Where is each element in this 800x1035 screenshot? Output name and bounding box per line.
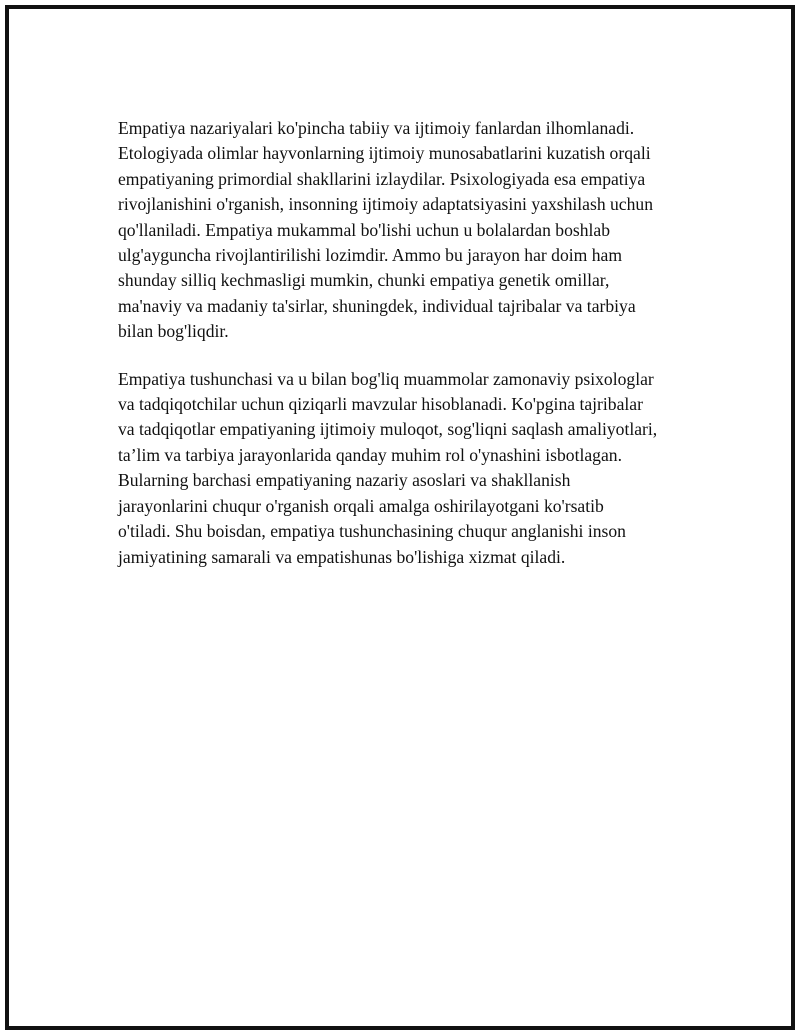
text-line: bilan bog'liqdir. <box>118 321 229 342</box>
document-body <box>118 116 693 570</box>
paragraph-2 <box>118 367 693 570</box>
text-line: va tadqiqotchilar uchun qiziqarli mavzular hisoblanadi. Ko'pgina tajribalar <box>118 394 643 415</box>
text-line: jamiyatining samarali va empatishunas bo'lishiga xizmat qiladi. <box>118 546 566 567</box>
text-line: jarayonlarini chuqur o'rganish orqali amalga oshirilayotgani ko'rsatib <box>118 495 604 516</box>
text-line: Etologiyada olimlar hayvonlarning ijtimoiy munosabatlarini kuzatish orqali <box>118 143 651 164</box>
text-line: shunday silliq kechmasligi mumkin, chunki empatiya genetik omillar, <box>118 270 610 291</box>
text-line: qo'llaniladi. Empatiya mukammal bo'lishi uchun u bolalardan boshlab <box>118 219 611 240</box>
text-line: ulg'ayguncha rivojlantirilishi lozimdir. Ammo bu jarayon har doim ham <box>118 245 623 266</box>
text-line: Bularning barchasi empatiyaning nazariy asoslari va shakllanish <box>118 470 571 491</box>
text-line: Empatiya nazariyalari ko'pincha tabiiy va ijtimoiy fanlardan ilhomlanadi. <box>118 118 635 138</box>
text-line: va tadqiqotlar empatiyaning ijtimoiy muloqot, sog'liqni saqlash amaliyotlari, <box>118 419 658 440</box>
text-line: rivojlanishini o'rganish, insonning ijtimoiy adaptatsiyasini yaxshilash uchun <box>118 194 654 215</box>
text-line: ta’lim va tarbiya jarayonlarida qanday muhim rol o'ynashini isbotlagan. <box>118 444 622 465</box>
text-line: empatiyaning primordial shakllarini izlaydilar. Psixologiyada esa empatiya <box>118 168 646 189</box>
text-line: ma'naviy va madaniy ta'sirlar, shuningdek, individual tajribalar va tarbiya <box>118 295 636 316</box>
text-line: Empatiya tushunchasi va u bilan bog'liq muammolar zamonaviy psixologlar <box>118 368 654 389</box>
text-line: o'tiladi. Shu boisdan, empatiya tushunchasining chuqur anglanishi inson <box>118 521 626 542</box>
paragraph-1 <box>118 116 693 345</box>
